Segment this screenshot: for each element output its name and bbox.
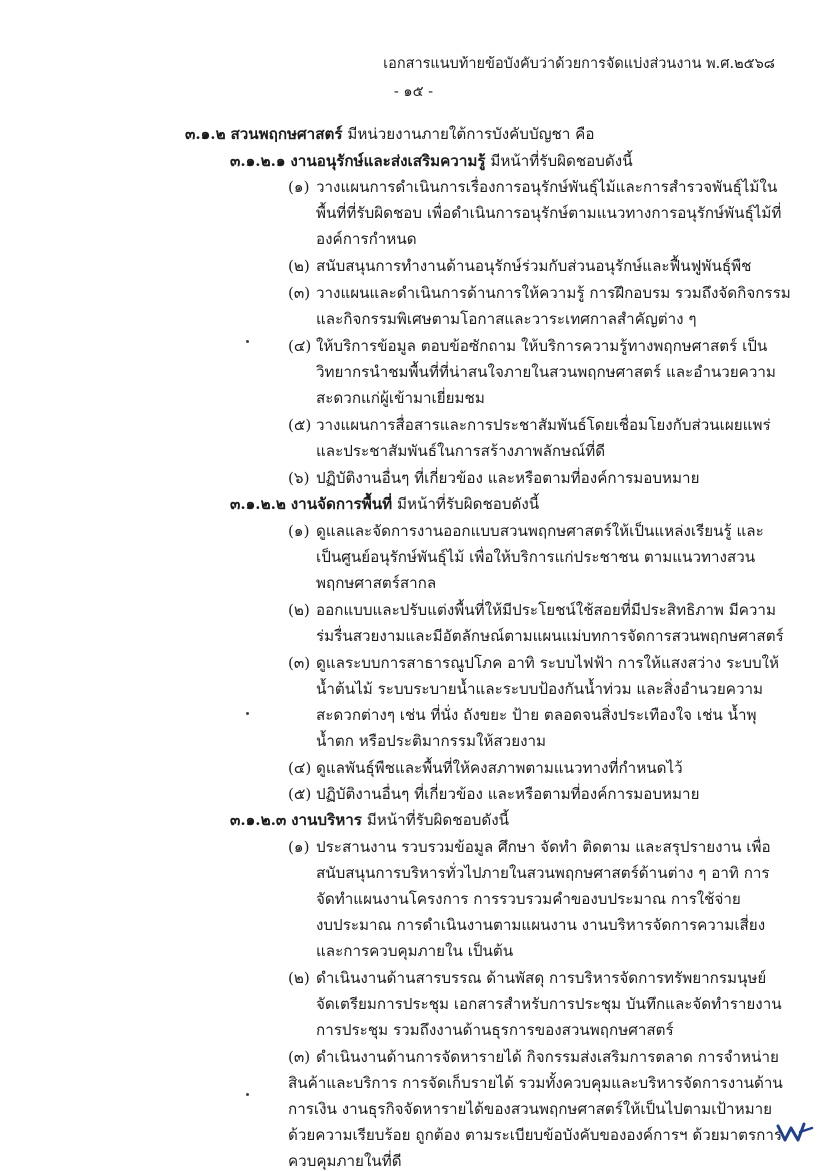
item-text: และกิจกรรมพิเศษตามโอกาสและวาระเทศกาลสำคัญต่าง ๆ xyxy=(316,310,697,328)
item-text: ด้วยความเรียบร้อย ถูกต้อง ตามระเบียบข้อบังคับขององค์การฯ ด้วยมาตรการ xyxy=(288,1126,783,1144)
item-text: น้ำตก หรือประติมากรรมให้สวยงาม xyxy=(316,732,547,750)
item-number: (๕) xyxy=(288,416,312,434)
item-text: ดำเนินงานด้านการจัดหารายได้ กิจกรรมส่งเสริมการตลาด การจำหน่าย xyxy=(316,1048,779,1066)
item-number: (๑) xyxy=(288,178,310,196)
item-number: (๓) xyxy=(288,284,311,302)
item-number: (๔) xyxy=(288,337,312,355)
item-number: (๑) xyxy=(288,522,310,540)
subsection-number: ๓.๑.๒.๑ xyxy=(230,152,286,170)
item-number: (๖) xyxy=(288,469,310,487)
item-number: (๒) xyxy=(288,257,310,275)
item-text: และประชาสัมพันธ์ในการสร้างภาพลักษณ์ที่ดี xyxy=(316,442,606,460)
item-text: องค์การกำหนด xyxy=(316,230,417,248)
subsection-heading xyxy=(230,494,539,514)
subsection-text: มีหน้าที่รับผิดชอบดังนี้ xyxy=(396,495,540,513)
item-text: ดูแลระบบการสาธารณูปโภค อาทิ ระบบไฟฟ้า การให้แสงสว่าง ระบบให้ xyxy=(316,654,780,672)
item-text: ดูแลและจัดการงานออกแบบสวนพฤกษศาสตร์ให้เป็นแหล่งเรียนรู้ และ xyxy=(316,522,764,540)
item-number: (๑) xyxy=(288,838,310,856)
item-text: วางแผนการสื่อสารและการประชาสัมพันธ์โดยเชื่อมโยงกับส่วนเผยแพร่ xyxy=(316,416,771,434)
item-text: สนับสนุนการบริหารทั่วไปภายในสวนพฤกษศาสตร์ด้านต่าง ๆ อาทิ การ xyxy=(316,864,770,882)
item-text: งบประมาณ การดำเนินงานตามแผนงาน งานบริหารจัดการความเสี่ยง xyxy=(316,916,766,934)
subsection-heading xyxy=(230,810,509,830)
item-number: (๓) xyxy=(288,1048,311,1066)
subsection-title: งานบริหาร xyxy=(291,811,362,829)
item-text: ปฏิบัติงานอื่นๆ ที่เกี่ยวข้อง และหรือตามที่องค์การมอบหมาย xyxy=(316,785,700,803)
item-number: (๓) xyxy=(288,654,311,672)
document-header: เอกสารแนบท้ายข้อบังคับว่าด้วยการจัดแบ่งส่วนงาน พ.ศ.๒๕๖๘ xyxy=(383,56,775,72)
item-text: สนับสนุนการทำงานด้านอนุรักษ์ร่วมกับส่วนอนุรักษ์และฟื้นฟูพันธุ์พืช xyxy=(316,257,752,275)
item-text: สินค้าและบริการ การจัดเก็บรายได้ รวมทั้งควบคุมและบริหารจัดการงานด้าน xyxy=(288,1074,783,1092)
item-text: วางแผนและดำเนินการด้านการให้ความรู้ การฝึกอบรม รวมถึงจัดกิจกรรม xyxy=(316,284,791,302)
section-text: มีหน่วยงานภายใต้การบังคับบัญชา คือ xyxy=(347,125,595,143)
section-title: สวนพฤกษศาสตร์ xyxy=(230,125,343,143)
item-text: ร่มรื่นสวยงามและมีอัตลักษณ์ตามแผนแม่บทการจัดการสวนพฤกษศาสตร์ xyxy=(316,627,784,645)
item-text: วิทยากรนำชมพื้นที่ที่น่าสนใจภายในสวนพฤกษศาสตร์ และอำนวยความ xyxy=(316,363,776,381)
scan-speck xyxy=(246,712,249,715)
item-number: (๔) xyxy=(288,759,312,777)
initials-signature xyxy=(772,1116,816,1152)
item-text: จัดทำแผนงานโครงการ การรวบรวมคำของบประมาณ การใช้จ่าย xyxy=(316,890,741,908)
item-number: (๒) xyxy=(288,601,310,619)
section-heading xyxy=(185,124,594,144)
item-text: และการควบคุมภายใน เป็นต้น xyxy=(316,942,514,960)
item-text: เป็นศูนย์อนุรักษ์พันธุ์ไม้ เพื่อให้บริการแก่ประชาชน ตามแนวทางสวน xyxy=(316,548,756,566)
subsection-title: งานจัดการพื้นที่ xyxy=(290,495,393,513)
item-text: น้ำต้นไม้ ระบบระบายน้ำและระบบป้องกันน้ำท่วม และสิ่งอำนวยความ xyxy=(316,680,764,698)
scan-speck xyxy=(246,340,249,343)
section-number: ๓.๑.๒ xyxy=(185,125,226,143)
item-number: (๕) xyxy=(288,785,312,803)
item-text: วางแผนการดำเนินการเรื่องการอนุรักษ์พันธุ์ไม้และการสำรวจพันธุ์ไม้ใน xyxy=(316,178,778,196)
item-text: ออกแบบและปรับแต่งพื้นที่ให้มีประโยชน์ใช้สอยที่มีประสิทธิภาพ มีความ xyxy=(316,601,776,619)
item-text: พื้นที่ที่รับผิดชอบ เพื่อดำเนินการอนุรักษ์ตามแนวทางการอนุรักษ์พันธุ์ไม้ที่ xyxy=(316,204,782,222)
item-text: การเงิน งานธุรกิจจัดหารายได้ของสวนพฤกษศาสตร์ให้เป็นไปตามเป้าหมาย xyxy=(288,1100,773,1118)
item-text: การประชุม รวมถึงงานด้านธุรการของสวนพฤกษศาสตร์ xyxy=(316,1021,674,1039)
item-text: พฤกษศาสตร์สากล xyxy=(316,574,437,592)
page-number: - ๑๕ - xyxy=(393,84,434,100)
scan-speck xyxy=(246,1093,249,1096)
item-text: ให้บริการข้อมูล ตอบข้อซักถาม ให้บริการความรู้ทางพฤกษศาสตร์ เป็น xyxy=(316,337,768,355)
subsection-title: งานอนุรักษ์และส่งเสริมความรู้ xyxy=(290,152,486,170)
subsection-number: ๓.๑.๒.๓ xyxy=(230,811,287,829)
item-text: สะดวกต่างๆ เช่น ที่นั่ง ถังขยะ ป้าย ตลอดจนสิ่งประเทืองใจ เช่น น้ำพุ xyxy=(316,706,757,724)
item-text: ประสานงาน รวบรวมข้อมูล ศึกษา จัดทำ ติดตาม และสรุปรายงาน เพื่อ xyxy=(316,838,771,856)
subsection-text: มีหน้าที่รับผิดชอบดังนี้ xyxy=(366,811,510,829)
item-text: ปฏิบัติงานอื่นๆ ที่เกี่ยวข้อง และหรือตามที่องค์การมอบหมาย xyxy=(316,469,700,487)
item-text: สะดวกแก่ผู้เข้ามาเยี่ยมชม xyxy=(316,389,485,407)
subsection-text: มีหน้าที่รับผิดชอบดังนี้ xyxy=(490,152,633,170)
subsection-heading xyxy=(230,151,633,171)
item-number: (๒) xyxy=(288,969,310,987)
item-text: ดูแลพันธุ์พืชและพื้นที่ให้คงสภาพตามแนวทางที่กำหนดไว้ xyxy=(316,759,683,777)
item-text: จัดเตรียมการประชุม เอกสารสำหรับการประชุม บันทึกและจัดทำรายงาน xyxy=(316,995,782,1013)
subsection-number: ๓.๑.๒.๒ xyxy=(230,495,286,513)
item-text: ควบคุมภายในที่ดี xyxy=(288,1152,402,1170)
item-text: ดำเนินงานด้านสารบรรณ ด้านพัสดุ การบริหารจัดการทรัพยากรมนุษย์ xyxy=(316,969,767,987)
